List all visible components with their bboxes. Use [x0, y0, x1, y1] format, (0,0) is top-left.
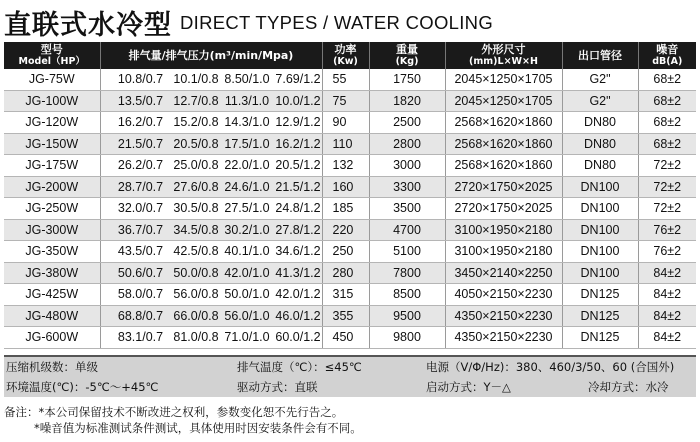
- flow-pressure-value: 12.9/1.2: [275, 115, 321, 130]
- cell-model: JG-200W: [4, 176, 100, 198]
- flow-pressure-value: 30.2/1.0: [224, 222, 270, 237]
- cell-model: JG-425W: [4, 284, 100, 306]
- flow-pressure-value: 16.2/0.7: [117, 115, 164, 130]
- cell-power: 55: [322, 69, 369, 90]
- table-row: [4, 305, 696, 327]
- cell-noise: 72±2: [638, 155, 696, 177]
- cell-noise: 76±2: [638, 219, 696, 241]
- note-line-2: *噪音值为标准测试条件测试，具体使用时因安装条件会有不同。: [34, 421, 362, 435]
- table-row: [4, 112, 696, 134]
- cooling-mode: 冷却方式：水冷: [588, 380, 669, 394]
- ambient-temperature: 环境温度(℃)：-5℃～+45℃: [6, 380, 159, 394]
- cell-flow-pressure: [100, 219, 322, 241]
- flow-pressure-value: 24.6/1.0: [224, 179, 270, 194]
- cell-power: 90: [322, 112, 369, 134]
- cell-model: JG-250W: [4, 198, 100, 220]
- flow-pressure-value: 15.2/0.8: [173, 115, 219, 130]
- cell-noise: 68±2: [638, 133, 696, 155]
- cell-outlet: G2": [562, 69, 638, 90]
- cell-flow-pressure: [100, 112, 322, 134]
- cell-noise: 68±2: [638, 112, 696, 134]
- cell-dimensions: 2045×1250×1705: [445, 90, 562, 112]
- cell-dimensions: 2720×1750×2025: [445, 198, 562, 220]
- cell-outlet: DN80: [562, 133, 638, 155]
- cell-flow-pressure: [100, 241, 322, 263]
- cell-power: 355: [322, 305, 369, 327]
- exhaust-temperature: 排气温度（℃）：≤45℃: [237, 360, 362, 374]
- cell-weight: 9500: [369, 305, 445, 327]
- flow-pressure-value: 42.5/0.8: [173, 244, 219, 259]
- table-body: [4, 69, 696, 348]
- flow-pressure-value: 7.69/1.2: [275, 72, 321, 87]
- title-chinese: 直联式水冷型: [4, 10, 172, 41]
- flow-pressure-value: 36.7/0.7: [117, 222, 164, 237]
- header-power: 功率 (Kw): [322, 42, 369, 69]
- header-flow-pressure: 排气量/排气压力(m³/min/Mpa): [100, 42, 322, 69]
- header-noise: 噪音 dB(A): [638, 42, 696, 69]
- flow-pressure-value: 43.5/0.7: [117, 244, 164, 259]
- flow-pressure-value: 11.3/1.0: [224, 93, 270, 108]
- table-row: [4, 133, 696, 155]
- table-row: [4, 176, 696, 198]
- flow-pressure-value: 66.0/0.8: [173, 308, 219, 323]
- conditions-row-2: [4, 377, 696, 397]
- cell-flow-pressure: [100, 198, 322, 220]
- cell-power: 110: [322, 133, 369, 155]
- cell-flow-pressure: [100, 69, 322, 90]
- cell-outlet: DN100: [562, 241, 638, 263]
- cell-power: 450: [322, 327, 369, 349]
- flow-pressure-value: 50.0/0.8: [173, 265, 219, 280]
- flow-pressure-value: 81.0/0.8: [173, 330, 219, 345]
- cell-weight: 8500: [369, 284, 445, 306]
- cell-noise: 76±2: [638, 241, 696, 263]
- cell-dimensions: 3100×1950×2180: [445, 241, 562, 263]
- header-model: 型号 Model（HP）: [4, 42, 100, 69]
- cell-outlet: DN125: [562, 327, 638, 349]
- flow-pressure-value: 21.5/1.2: [275, 179, 321, 194]
- cell-dimensions: 4050×2150×2230: [445, 284, 562, 306]
- flow-pressure-value: 71.0/1.0: [224, 330, 270, 345]
- flow-pressure-value: 24.8/1.2: [275, 201, 321, 216]
- table-row: [4, 284, 696, 306]
- drive-mode: 驱动方式：直联: [237, 380, 318, 394]
- cell-power: 250: [322, 241, 369, 263]
- flow-pressure-value: 42.0/1.2: [275, 287, 321, 302]
- cell-flow-pressure: [100, 176, 322, 198]
- cell-model: JG-175W: [4, 155, 100, 177]
- table-row: [4, 69, 696, 90]
- flow-pressure-value: 34.6/1.2: [275, 244, 321, 259]
- page-title: [4, 3, 494, 41]
- cell-flow-pressure: [100, 90, 322, 112]
- flow-pressure-value: 20.5/0.8: [173, 136, 219, 151]
- cell-noise: 84±2: [638, 305, 696, 327]
- table-header: [4, 42, 696, 69]
- flow-pressure-value: 17.5/1.0: [224, 136, 270, 151]
- cell-flow-pressure: [100, 133, 322, 155]
- cell-model: JG-480W: [4, 305, 100, 327]
- flow-pressure-value: 41.3/1.2: [275, 265, 321, 280]
- cell-power: 132: [322, 155, 369, 177]
- flow-pressure-value: 25.0/0.8: [173, 158, 219, 173]
- cell-model: JG-350W: [4, 241, 100, 263]
- cell-flow-pressure: [100, 327, 322, 349]
- flow-pressure-value: 56.0/1.0: [224, 308, 270, 323]
- cell-flow-pressure: [100, 262, 322, 284]
- cell-weight: 1820: [369, 90, 445, 112]
- cell-dimensions: 2045×1250×1705: [445, 69, 562, 90]
- cell-outlet: DN125: [562, 305, 638, 327]
- flow-pressure-value: 27.6/0.8: [173, 179, 219, 194]
- cell-weight: 3000: [369, 155, 445, 177]
- table-row: [4, 327, 696, 349]
- cell-power: 220: [322, 219, 369, 241]
- flow-pressure-value: 27.5/1.0: [224, 201, 270, 216]
- flow-pressure-value: 13.5/0.7: [117, 93, 164, 108]
- cell-dimensions: 2568×1620×1860: [445, 112, 562, 134]
- header-outlet: 出口管径: [562, 42, 638, 69]
- cell-noise: 84±2: [638, 262, 696, 284]
- cell-weight: 4700: [369, 219, 445, 241]
- cell-noise: 84±2: [638, 327, 696, 349]
- cell-dimensions: 2568×1620×1860: [445, 155, 562, 177]
- title-english: DIRECT TYPES / WATER COOLING: [180, 11, 494, 33]
- cell-flow-pressure: [100, 284, 322, 306]
- cell-noise: 72±2: [638, 198, 696, 220]
- cell-power: 160: [322, 176, 369, 198]
- table-row: [4, 198, 696, 220]
- table-row: [4, 241, 696, 263]
- cell-outlet: DN100: [562, 219, 638, 241]
- cell-dimensions: 2568×1620×1860: [445, 133, 562, 155]
- cell-power: 185: [322, 198, 369, 220]
- notes: [4, 404, 362, 436]
- spec-table: [4, 42, 696, 349]
- cell-power: 280: [322, 262, 369, 284]
- cell-outlet: G2": [562, 90, 638, 112]
- cell-outlet: DN80: [562, 155, 638, 177]
- flow-pressure-value: 32.0/0.7: [117, 201, 164, 216]
- cell-outlet: DN125: [562, 284, 638, 306]
- cell-model: JG-100W: [4, 90, 100, 112]
- cell-noise: 68±2: [638, 69, 696, 90]
- header-weight: 重量 (Kg): [369, 42, 445, 69]
- cell-model: JG-600W: [4, 327, 100, 349]
- cell-weight: 2500: [369, 112, 445, 134]
- table-row: [4, 155, 696, 177]
- flow-pressure-value: 50.6/0.7: [117, 265, 164, 280]
- power-supply: 电源（V/Φ/Hz)：380、460/3/50、60 (合国外): [426, 360, 675, 374]
- flow-pressure-value: 27.8/1.2: [275, 222, 321, 237]
- cell-noise: 68±2: [638, 90, 696, 112]
- flow-pressure-value: 14.3/1.0: [224, 115, 270, 130]
- cell-power: 315: [322, 284, 369, 306]
- flow-pressure-value: 10.8/0.7: [117, 72, 164, 87]
- cell-weight: 5100: [369, 241, 445, 263]
- cell-outlet: DN100: [562, 262, 638, 284]
- table-row: [4, 90, 696, 112]
- start-mode: 启动方式：Y－△: [426, 380, 511, 394]
- flow-pressure-value: 12.7/0.8: [173, 93, 219, 108]
- flow-pressure-value: 28.7/0.7: [117, 179, 164, 194]
- cell-model: JG-150W: [4, 133, 100, 155]
- cell-outlet: DN100: [562, 198, 638, 220]
- cell-outlet: DN80: [562, 112, 638, 134]
- cell-weight: 9800: [369, 327, 445, 349]
- conditions-row-1: [4, 355, 696, 377]
- table-row: [4, 262, 696, 284]
- flow-pressure-value: 60.0/1.2: [275, 330, 321, 345]
- flow-pressure-value: 34.5/0.8: [173, 222, 219, 237]
- cell-flow-pressure: [100, 305, 322, 327]
- flow-pressure-value: 42.0/1.0: [224, 265, 270, 280]
- flow-pressure-value: 8.50/1.0: [224, 72, 270, 87]
- cell-noise: 72±2: [638, 176, 696, 198]
- cell-flow-pressure: [100, 155, 322, 177]
- flow-pressure-value: 83.1/0.7: [117, 330, 164, 345]
- header-dimensions: 外形尺寸 (mm)L×W×H: [445, 42, 562, 69]
- table-row: [4, 219, 696, 241]
- flow-pressure-value: 30.5/0.8: [173, 201, 219, 216]
- flow-pressure-value: 56.0/0.8: [173, 287, 219, 302]
- cell-dimensions: 4350×2150×2230: [445, 327, 562, 349]
- cell-weight: 1750: [369, 69, 445, 90]
- cell-weight: 7800: [369, 262, 445, 284]
- flow-pressure-value: 21.5/0.7: [117, 136, 164, 151]
- cell-dimensions: 3450×2140×2250: [445, 262, 562, 284]
- cell-model: JG-380W: [4, 262, 100, 284]
- flow-pressure-value: 68.8/0.7: [117, 308, 164, 323]
- cell-noise: 84±2: [638, 284, 696, 306]
- flow-pressure-value: 40.1/1.0: [224, 244, 270, 259]
- cell-dimensions: 3100×1950×2180: [445, 219, 562, 241]
- cell-model: JG-75W: [4, 69, 100, 90]
- flow-pressure-value: 46.0/1.2: [275, 308, 321, 323]
- flow-pressure-value: 20.5/1.2: [275, 158, 321, 173]
- cell-weight: 3500: [369, 198, 445, 220]
- cell-weight: 3300: [369, 176, 445, 198]
- flow-pressure-value: 16.2/1.2: [275, 136, 321, 151]
- cell-dimensions: 2720×1750×2025: [445, 176, 562, 198]
- cell-model: JG-120W: [4, 112, 100, 134]
- flow-pressure-value: 50.0/1.0: [224, 287, 270, 302]
- cell-model: JG-300W: [4, 219, 100, 241]
- cell-power: 75: [322, 90, 369, 112]
- cell-weight: 2800: [369, 133, 445, 155]
- flow-pressure-value: 26.2/0.7: [117, 158, 164, 173]
- cell-dimensions: 4350×2150×2230: [445, 305, 562, 327]
- compression-stage: 压缩机级数：单级: [6, 360, 98, 374]
- cell-outlet: DN100: [562, 176, 638, 198]
- flow-pressure-value: 10.1/0.8: [173, 72, 219, 87]
- flow-pressure-value: 58.0/0.7: [117, 287, 164, 302]
- note-line-1: 备注：*本公司保留技术不断改进之权利，参数变化恕不先行告之。: [4, 405, 344, 419]
- flow-pressure-value: 22.0/1.0: [224, 158, 270, 173]
- flow-pressure-value: 10.0/1.2: [275, 93, 321, 108]
